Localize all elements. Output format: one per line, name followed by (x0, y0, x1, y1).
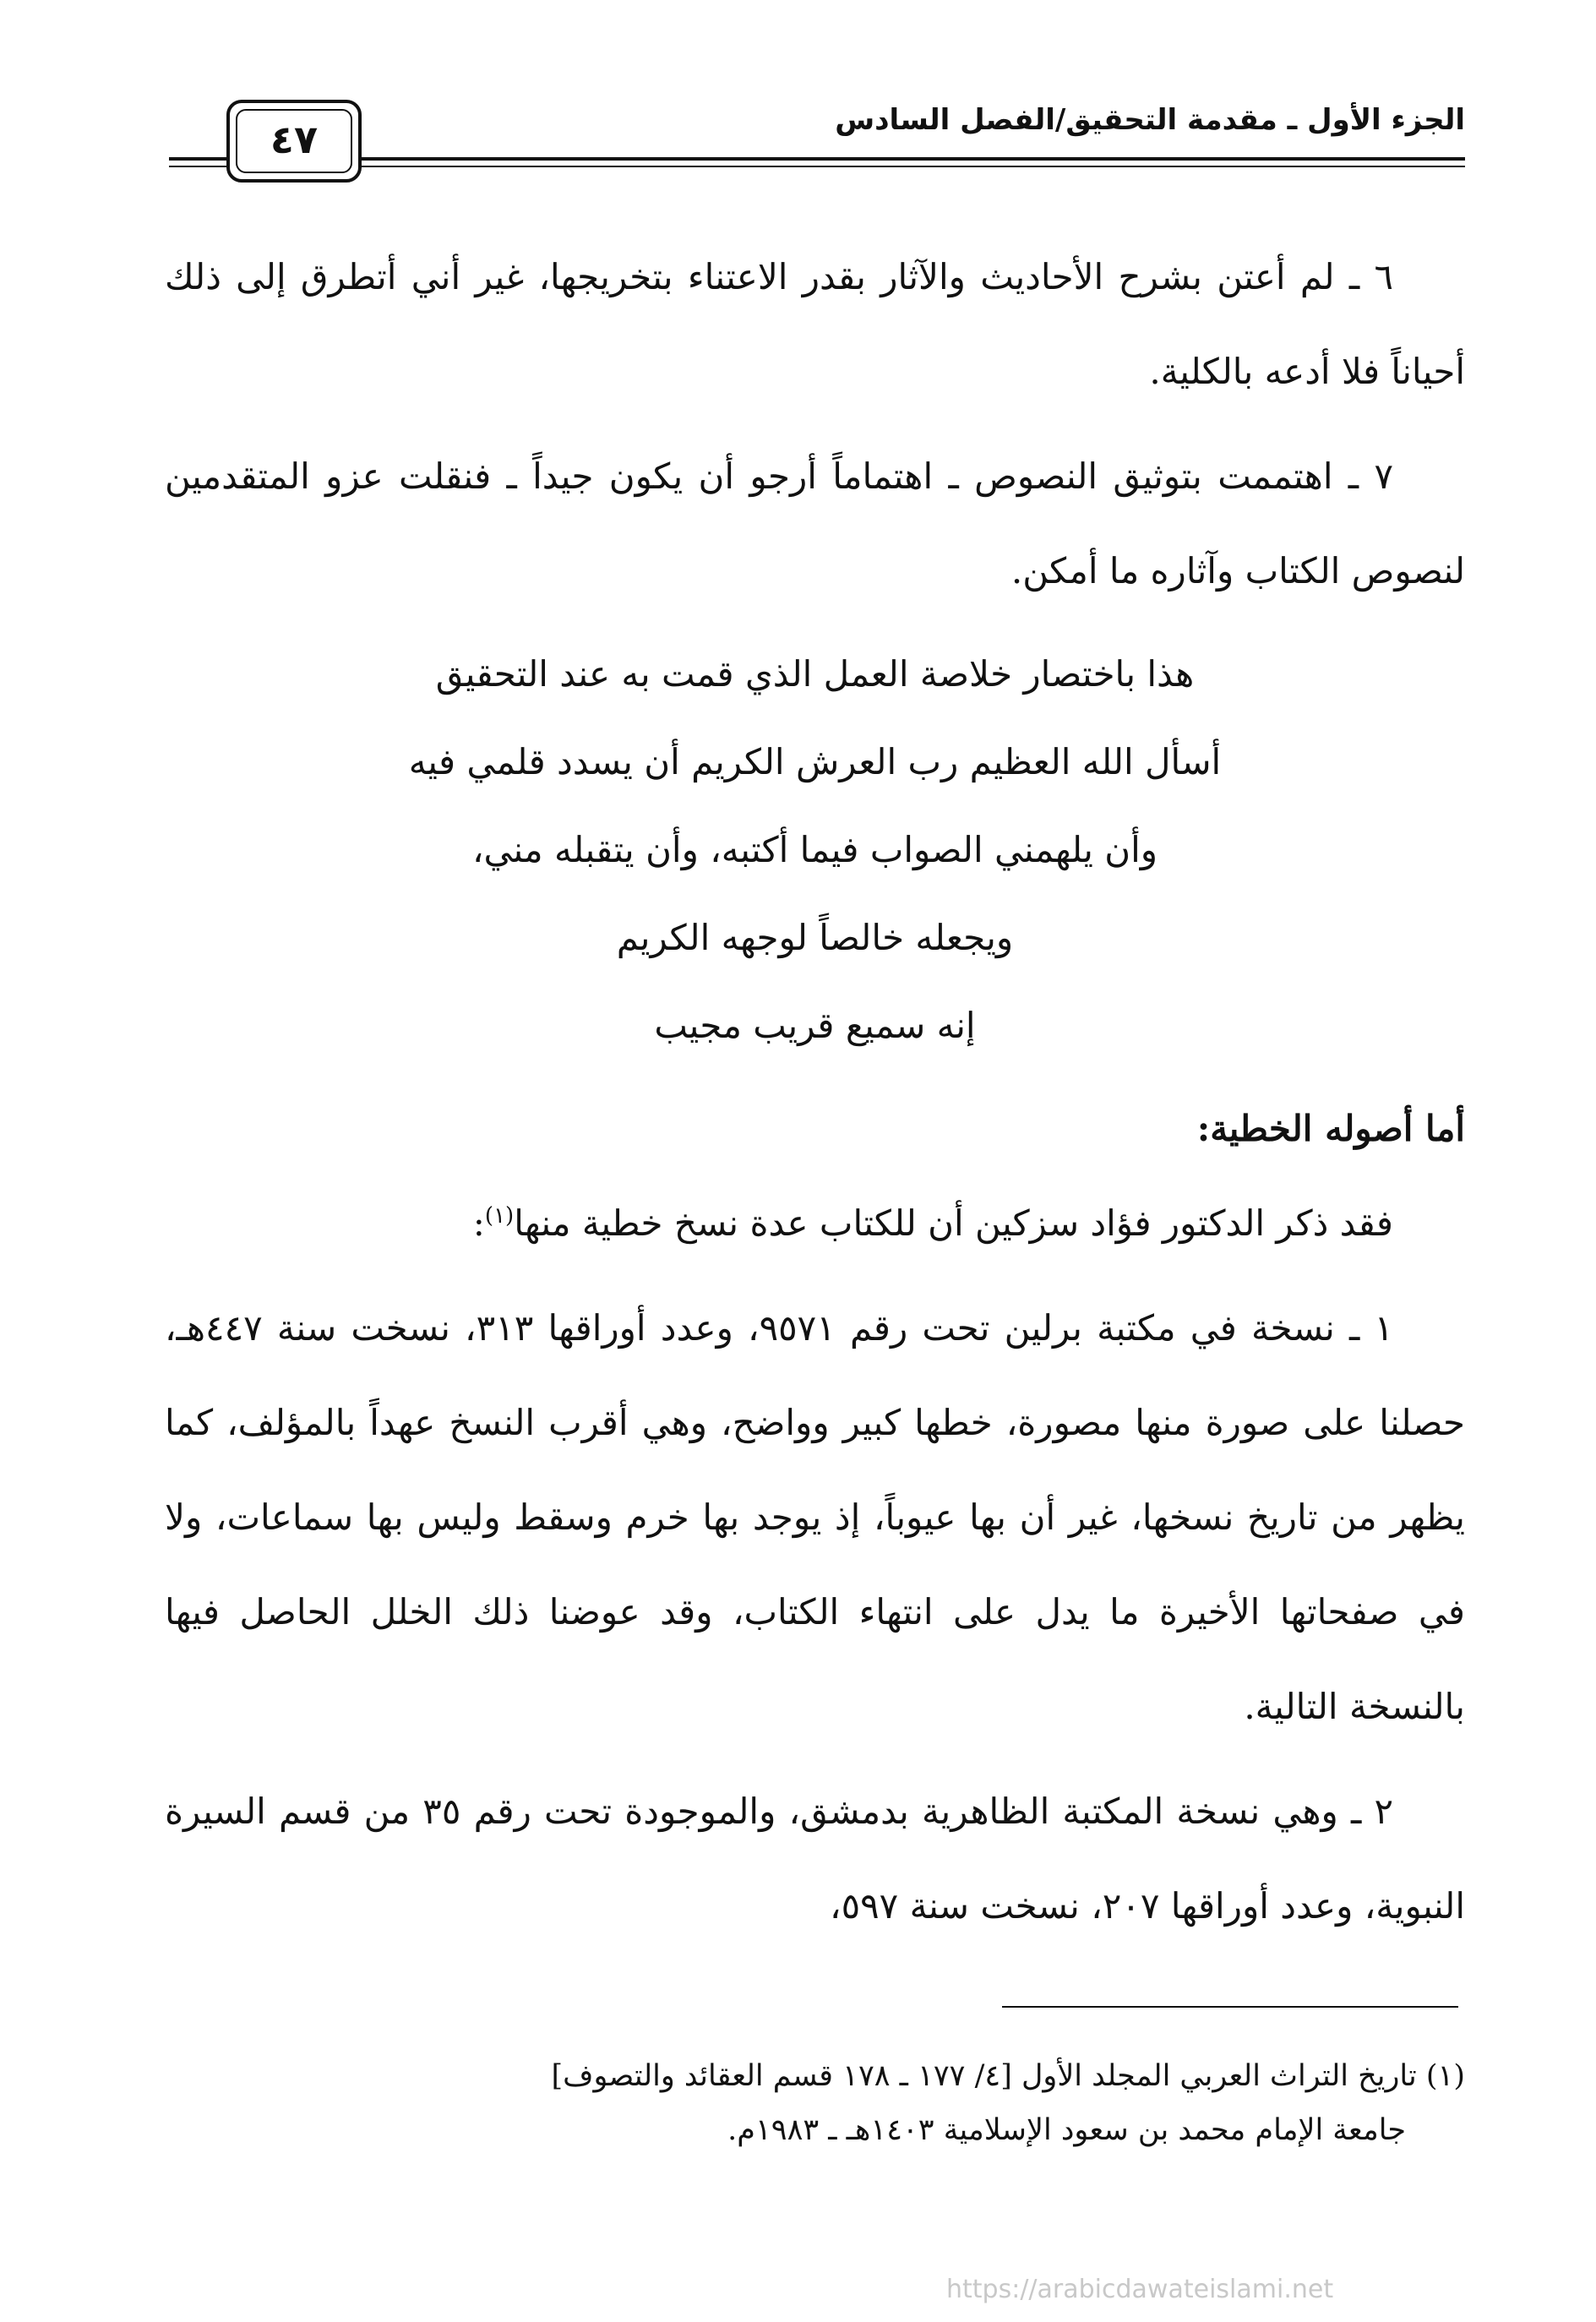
header-rule (169, 157, 1465, 161)
intro-end: : (472, 1202, 485, 1244)
closing-line: أسأل الله العظيم رب العرش الكريم أن يسدد قلمي فيه (408, 741, 1222, 782)
closing-line: هذا باختصار خلاصة العمل الذي قمت به عند التحقيق (435, 653, 1195, 695)
footnotes (165, 2049, 1465, 2157)
header-rule-thin (169, 166, 1465, 167)
footnote-1-line-2: جامعة الإمام محمد بن سعود الإسلامية ١٤٠٣هـ ـ ١٩٨٣م. (727, 2113, 1406, 2147)
closing-line: إنه سميع قريب مجيب (654, 1005, 976, 1046)
manuscript-2: ٢ ـ وهي نسخة المكتبة الظاهرية بدمشق، والموجودة تحت رقم ٣٥ من قسم السيرة النبوية، وعدد أوراقها ٢٠٧، نسخت سنة ٥٩٧، (165, 1791, 1465, 1927)
closing-line: وأن يلهمني الصواب فيما أكتبه، وأن يتقبله مني، (471, 829, 1158, 870)
closing-line: ويجعله خالصاً لوجهه الكريم (616, 917, 1014, 958)
page-number: ٤٧ (270, 117, 319, 162)
intro-paragraph (165, 1176, 1465, 1271)
intro-text: فقد ذكر الدكتور فؤاد سزكين أن للكتاب عدة نسخ خطية منها (514, 1202, 1393, 1244)
page-number-frame (226, 100, 362, 183)
paragraph-7: ٧ ـ اهتممت بتوثيق النصوص ـ اهتماماً أرجو أن يكون جيداً ـ فنقلت عزو المتقدمين لنصوص الكتاب وآثاره ما أمكن. (165, 455, 1465, 591)
section-heading: أما أصوله الخطية: (1196, 1108, 1465, 1149)
footnote-ref: (١) (484, 1203, 515, 1229)
paragraph-6: ٦ ـ لم أعتن بشرح الأحاديث والآثار بقدر الاعتناء بتخريجها، غير أني أتطرق إلى ذلك أحياناً فلا أدعه بالكلية. (165, 256, 1465, 392)
manuscript-1: ١ ـ نسخة في مكتبة برلين تحت رقم ٩٥٧١، وعدد أوراقها ٣١٣، نسخت سنة ٤٤٧هـ، حصلنا على صورة منها مصورة، خطها كبير وواضح، وهي أقرب النسخ عهداً بالمؤلف، كما يظهر من تاريخ نسخها، غير أن بها عيوباً، إذ يوجد بها خرم وسقط وليس بها سماعات، ولا في صفحاتها الأخيرة ما يدل على انتهاء الكتاب، وقد عوضنا ذلك الخلل الحاصل فيها بالنسخة التالية. (165, 1307, 1466, 1727)
running-head: الجزء الأول ـ مقدمة التحقيق/الفصل السادس (835, 103, 1465, 137)
closing-prayer (165, 630, 1465, 1070)
footnote-separator (1002, 2006, 1458, 2008)
body-text (165, 230, 1465, 1964)
watermark-url: https://arabicdawateislami.net (946, 2275, 1334, 2304)
footnote-1-line-1: (١) تاريخ التراث العربي المجلد الأول [٤/ ١٧٧ ـ ١٧٨ قسم العقائد والتصوف] (551, 2059, 1465, 2093)
